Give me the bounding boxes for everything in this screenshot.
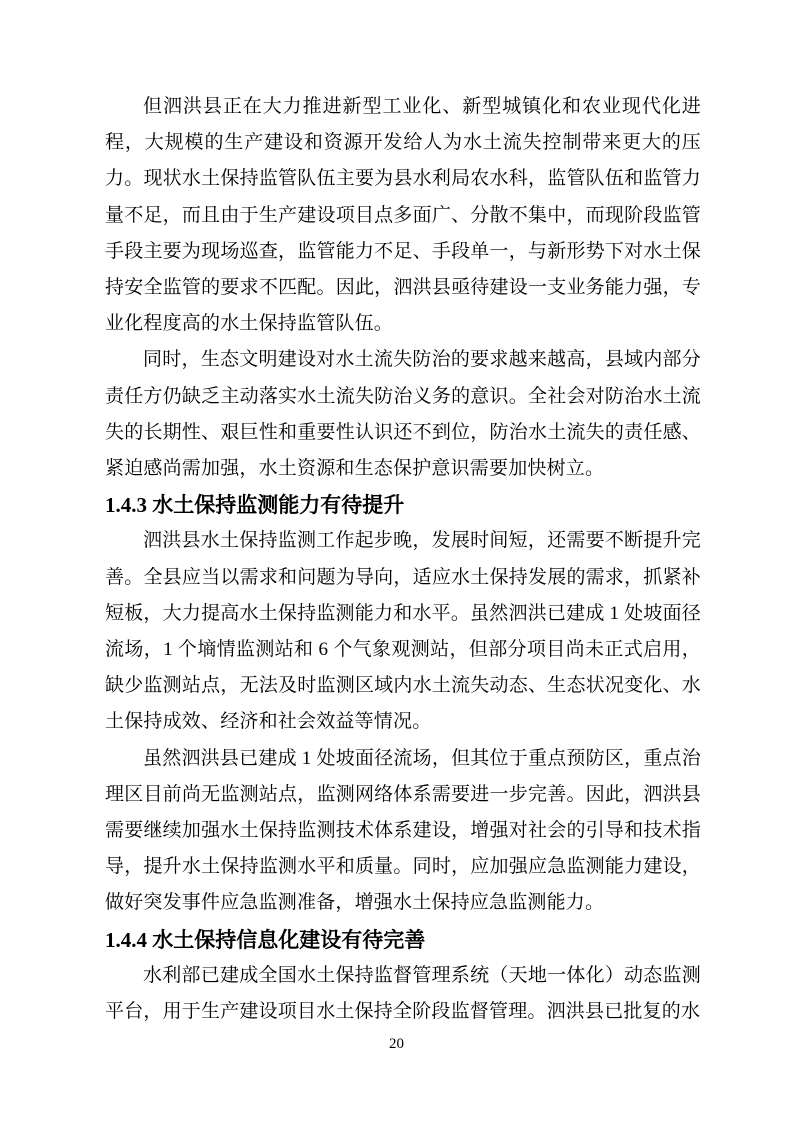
- paragraph-monitoring-network: 虽然泗洪县已建成 1 处坡面径流场，但其位于重点预防区，重点治理区目前尚无监测站点，监测网络体系需要进一步完善。因此，泗洪县需要继续加强水土保持监测技术体系建设，增强对社会的引导和技术指导，提升水土保持监测水平和质量。同时，应加强应急监测能力建设，做好突发事件应急监测准备，增强水土保持应急监测能力。: [105, 747, 701, 914]
- paragraph-monitoring-status: 泗洪县水土保持监测工作起步晚，发展时间短，还需要不断提升完善。全县应当以需求和问题为导向，适应水土保持发展的需求，抓紧补短板，大力提高水土保持监测能力和水平。虽然泗洪已建成 1 处坡面径流场，1 个墒情监测站和 6 个气象观测站，但部分项目尚未正式启用，缺少监测站点，无法及时监测区域内水土流失动态、生态状况变化、水土保持成效、经济和社会效益等情况。: [105, 530, 701, 733]
- document-body: [105, 89, 701, 1030]
- page-number: 20: [389, 1036, 404, 1052]
- paragraph-supervision-pressure: 但泗洪县正在大力推进新型工业化、新型城镇化和农业现代化进程，大规模的生产建设和资源开发给人为水土流失控制带来更大的压力。现状水土保持监管队伍主要为县水利局农水科，监管队伍和监管力量不足，而且由于生产建设项目点多面广、分散不集中，而现阶段监管手段主要为现场巡查，监管能力不足、手段单一，与新形势下对水土保持安全监管的要求不匹配。因此，泗洪县亟待建设一支业务能力强，专业化程度高的水土保持监管队伍。: [105, 96, 701, 335]
- section-heading-1-4-3: 1.4.3 水土保持监测能力有待提升: [105, 493, 405, 518]
- section-heading-1-4-4: 1.4.4 水土保持信息化建设有待完善: [105, 927, 426, 952]
- paragraph-informatization: 水利部已建成全国水土保持监督管理系统（天地一体化）动态监测平台，用于生产建设项目水土保持全阶段监督管理。泗洪县已批复的水: [105, 964, 701, 1023]
- paragraph-eco-awareness: 同时，生态文明建设对水土流失防治的要求越来越高，县域内部分责任方仍缺乏主动落实水土流失防治义务的意识。全社会对防治水土流失的长期性、艰巨性和重要性认识还不到位，防治水土流失的责任感、紧迫感尚需加强，水土资源和生态保护意识需要加快树立。: [105, 349, 701, 480]
